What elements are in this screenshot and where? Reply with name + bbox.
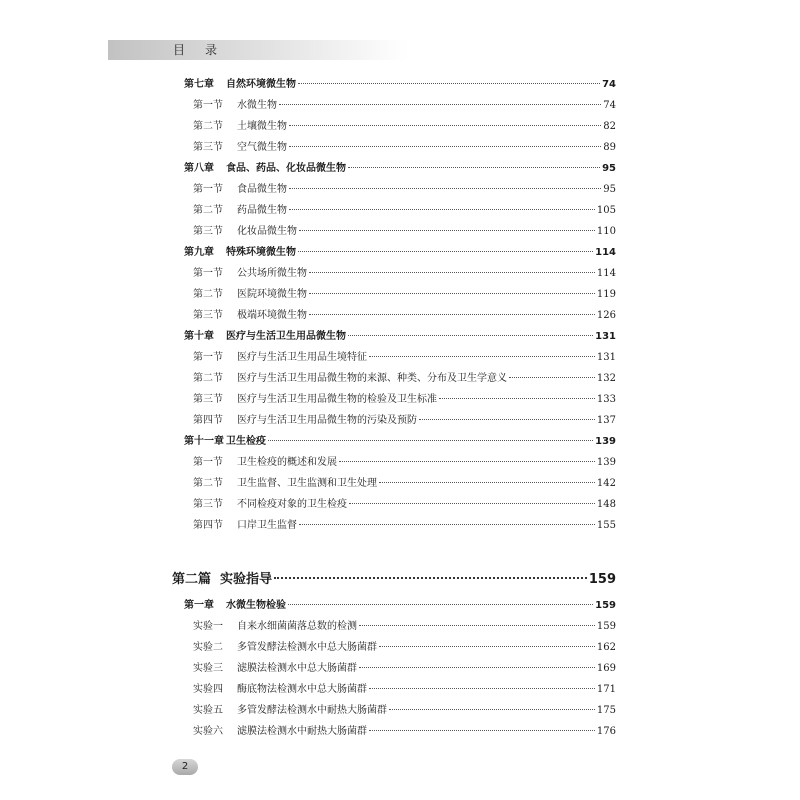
toc-entry-page: 95	[602, 163, 616, 174]
toc-entry-title: 自然环境微生物	[226, 79, 296, 90]
toc-entry-title: 医疗与生活卫生用品生境特征	[237, 352, 367, 363]
toc-entry-label: 第二节	[193, 121, 223, 132]
toc-entry-title: 土壤微生物	[237, 121, 287, 132]
toc-entry-label: 第九章	[184, 247, 214, 258]
toc-section-entry	[193, 662, 616, 675]
toc-section-entry	[193, 372, 616, 385]
toc-entry-title: 酶底物法检测水中总大肠菌群	[237, 684, 367, 695]
toc-chapter-entry	[184, 435, 616, 448]
toc-chapter-entry	[184, 162, 616, 175]
toc-entry-label: 实验一	[193, 621, 223, 632]
toc-section-entry	[193, 477, 616, 490]
toc-section-entry	[193, 620, 616, 633]
toc-entry-title: 空气微生物	[237, 142, 287, 153]
dot-leader	[359, 667, 595, 668]
toc-chapter-entry	[184, 246, 616, 259]
toc-section-entry	[193, 725, 616, 738]
toc-entry-title: 卫生检疫的概述和发展	[237, 457, 337, 468]
dot-leader	[348, 167, 600, 168]
toc-entry-page: 176	[596, 726, 616, 737]
toc-entry-page: 131	[595, 331, 616, 342]
toc-section-entry	[193, 683, 616, 696]
toc-entry-title: 医院环境微生物	[237, 289, 307, 300]
toc-entry-page: 95	[603, 184, 616, 195]
toc-entry-label: 实验二	[193, 642, 223, 653]
dot-leader	[289, 188, 601, 189]
toc-entry-page: 142	[596, 478, 616, 489]
toc-entry-title: 化妆品微生物	[237, 226, 297, 237]
toc-entry-label: 第二节	[193, 205, 223, 216]
toc-entry-label: 第一节	[193, 457, 223, 468]
toc-entry-page: 131	[596, 352, 616, 363]
toc-entry-label: 第一章	[184, 600, 214, 611]
toc-entry-title: 食品微生物	[237, 184, 287, 195]
toc-entry-title: 口岸卫生监督	[237, 520, 297, 531]
dot-leader	[299, 524, 595, 525]
dot-leader	[268, 440, 593, 441]
dot-leader	[369, 730, 595, 731]
toc-entry-label: 第一节	[193, 100, 223, 111]
toc-entry-page: 126	[596, 310, 616, 321]
toc-entry-page: 169	[596, 663, 616, 674]
toc-entry-title: 医疗与生活卫生用品微生物的检验及卫生标准	[237, 394, 437, 405]
toc-entry-title: 卫生检疫	[226, 436, 266, 447]
toc-section-entry	[193, 120, 616, 133]
dot-leader	[369, 356, 595, 357]
dot-leader	[419, 419, 595, 420]
toc-entry-page: 74	[602, 79, 616, 90]
toc-entry-label: 第二节	[193, 478, 223, 489]
toc-entry-label: 第二节	[193, 289, 223, 300]
toc-entry-title: 自来水细菌菌落总数的检测	[237, 621, 357, 632]
dot-leader	[289, 146, 601, 147]
dot-leader	[339, 461, 595, 462]
toc-entry-title: 医疗与生活卫生用品微生物的污染及预防	[237, 415, 417, 426]
page-header-title: 目录	[173, 43, 238, 57]
toc-chapter-entry	[184, 330, 616, 343]
toc-chapter-entry	[184, 599, 616, 612]
toc-entry-title: 多管发酵法检测水中总大肠菌群	[237, 642, 377, 653]
toc-entry-page: 159	[595, 600, 616, 611]
toc-entry-page: 159	[596, 621, 616, 632]
toc-section-entry	[193, 288, 616, 301]
toc-entry-title: 卫生监督、卫生监测和卫生处理	[237, 478, 377, 489]
toc-entry-title: 食品、药品、化妆品微生物	[226, 163, 346, 174]
toc-entry-title: 特殊环境微生物	[226, 247, 296, 258]
toc-entry-page: 162	[596, 642, 616, 653]
toc-entry-page: 148	[596, 499, 616, 510]
dot-leader	[379, 482, 595, 483]
dot-leader	[359, 625, 595, 626]
dot-leader	[299, 230, 595, 231]
toc-entry-label: 第三节	[193, 499, 223, 510]
toc-entry-label: 第十一章	[184, 436, 224, 447]
dot-leader	[309, 293, 595, 294]
toc-entry-label: 第三节	[193, 394, 223, 405]
toc-entry-label: 实验六	[193, 726, 223, 737]
toc-chapter-entry	[184, 78, 616, 91]
toc-entry-title: 药品微生物	[237, 205, 287, 216]
toc-entry-title: 公共场所微生物	[237, 268, 307, 279]
toc-section-entry	[193, 393, 616, 406]
toc-entry-label: 第二节	[193, 373, 223, 384]
dot-leader	[288, 604, 593, 605]
toc-entry-label: 第四节	[193, 520, 223, 531]
header-band	[108, 40, 408, 60]
toc-entry-title: 医疗与生活卫生用品微生物的来源、种类、分布及卫生学意义	[237, 373, 507, 384]
toc-entry-label: 第一节	[193, 352, 223, 363]
dot-leader	[389, 709, 595, 710]
toc-entry-page: 159	[588, 572, 616, 587]
toc-section-entry	[193, 641, 616, 654]
dot-leader	[274, 577, 587, 579]
toc-section-entry	[193, 351, 616, 364]
toc-entry-page: 171	[596, 684, 616, 695]
toc-entry-label: 第一节	[193, 184, 223, 195]
dot-leader	[349, 503, 595, 504]
toc-entry-title: 水微生物检验	[226, 600, 286, 611]
dot-leader	[289, 209, 595, 210]
toc-section-entry	[193, 498, 616, 511]
dot-leader	[289, 125, 601, 126]
toc-entry-label: 第三节	[193, 142, 223, 153]
dot-leader	[379, 646, 595, 647]
toc-section-entry	[193, 267, 616, 280]
toc-entry-page: 105	[596, 205, 616, 216]
toc-section-entry	[193, 99, 616, 112]
dot-leader	[298, 83, 600, 84]
dot-leader	[309, 314, 595, 315]
dot-leader	[509, 377, 595, 378]
toc-entry-title: 水微生物	[237, 100, 277, 111]
toc-entry-title: 极端环境微生物	[237, 310, 307, 321]
toc-entry-label: 第二篇	[172, 572, 212, 587]
toc-entry-page: 114	[596, 268, 616, 279]
toc-entry-label: 第七章	[184, 79, 214, 90]
toc-entry-page: 139	[595, 436, 616, 447]
toc-entry-page: 114	[595, 247, 616, 258]
toc-section-entry	[193, 183, 616, 196]
dot-leader	[369, 688, 595, 689]
dot-leader	[309, 272, 595, 273]
toc-entry-title: 不同检疫对象的卫生检疫	[237, 499, 347, 510]
dot-leader	[439, 398, 595, 399]
toc-entry-page: 82	[603, 121, 616, 132]
toc-part-entry	[172, 572, 616, 588]
toc-entry-label: 第十章	[184, 331, 214, 342]
toc-entry-page: 110	[596, 226, 616, 237]
toc-entry-label: 实验四	[193, 684, 223, 695]
toc-entry-page: 175	[596, 705, 616, 716]
toc-entry-title: 多管发酵法检测水中耐热大肠菌群	[237, 705, 387, 716]
toc-section-entry	[193, 225, 616, 238]
toc-section-entry	[193, 414, 616, 427]
toc-section-entry	[193, 141, 616, 154]
toc-entry-page: 139	[596, 457, 616, 468]
toc-entry-page: 137	[596, 415, 616, 426]
toc-entry-page: 132	[596, 373, 616, 384]
dot-leader	[298, 251, 593, 252]
toc-entry-label: 第三节	[193, 226, 223, 237]
toc-entry-title: 滤膜法检测水中耐热大肠菌群	[237, 726, 367, 737]
toc-entry-label: 实验三	[193, 663, 223, 674]
toc-entry-page: 133	[596, 394, 616, 405]
toc-entry-label: 第四节	[193, 415, 223, 426]
toc-entry-page: 74	[603, 100, 616, 111]
toc-section-entry	[193, 456, 616, 469]
toc-entry-label: 第八章	[184, 163, 214, 174]
toc-entry-title: 医疗与生活卫生用品微生物	[226, 331, 346, 342]
toc-section-entry	[193, 519, 616, 532]
toc-entry-page: 155	[596, 520, 616, 531]
toc-entry-label: 实验五	[193, 705, 223, 716]
toc-entry-title: 滤膜法检测水中总大肠菌群	[237, 663, 357, 674]
toc-entry-title: 实验指导	[220, 572, 273, 587]
page-number-badge: 2	[172, 759, 198, 775]
toc-section-entry	[193, 704, 616, 717]
toc-section-entry	[193, 309, 616, 322]
dot-leader	[279, 104, 601, 105]
toc-entry-page: 119	[596, 289, 616, 300]
toc-entry-label: 第一节	[193, 268, 223, 279]
dot-leader	[348, 335, 593, 336]
toc-section-entry	[193, 204, 616, 217]
toc-entry-page: 89	[603, 142, 616, 153]
toc-entry-label: 第三节	[193, 310, 223, 321]
